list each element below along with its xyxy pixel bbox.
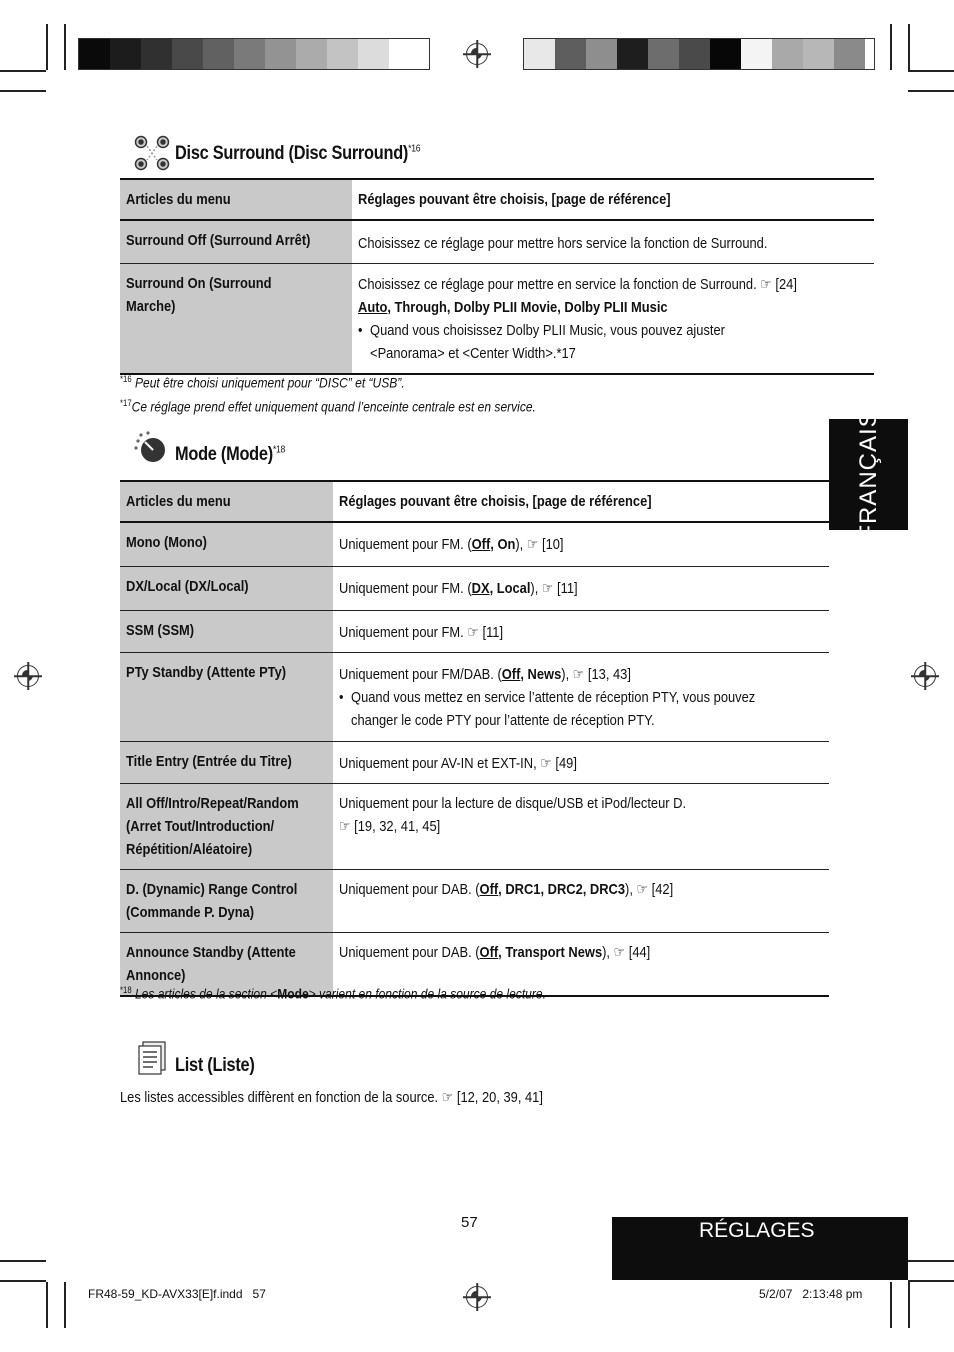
- crop-mark: [0, 90, 46, 92]
- gray-swatch: [524, 39, 555, 69]
- footnote: $^{*17}$Ce réglage prend effet uniquement quand l’enceinte centrale est en service.: [120, 398, 536, 415]
- slug-datetime: 5/2/07 2:13:48 pm: [759, 1287, 863, 1301]
- crop-mark: [890, 1282, 892, 1328]
- gray-swatch: [555, 39, 586, 69]
- gray-swatch: [327, 39, 358, 69]
- gray-swatch: [710, 39, 741, 69]
- gray-swatch-bar-left: [78, 38, 430, 70]
- section-title-list: List (Liste): [175, 1055, 255, 1076]
- crop-mark: [890, 24, 892, 70]
- table-row: Announce Standby (Attente Annonce) Uniquement pour DAB. (Off, Transport News), ☞ [44]: [120, 933, 829, 997]
- registration-mark-icon: [914, 665, 936, 687]
- crop-mark: [908, 1282, 910, 1328]
- page-number: 57: [461, 1214, 478, 1231]
- gray-swatch: [679, 39, 710, 69]
- gray-swatch: [141, 39, 172, 69]
- table-row: Surround Off (Surround Arrêt) Choisissez ce réglage pour mettre hors service la fonction de Surround.: [120, 220, 874, 264]
- table-row: D. (Dynamic) Range Control (Commande P. Dyna) Uniquement pour DAB. (Off, DRC1, DRC2, DRC3), ☞ [42]: [120, 870, 829, 933]
- gray-swatch: [772, 39, 803, 69]
- table-row: Title Entry (Entrée du Titre) Uniquement pour AV-IN et EXT-IN, ☞ [49]: [120, 742, 829, 784]
- gray-swatch: [358, 39, 389, 69]
- footnote: $^{*16}$ Peut être choisi uniquement pour “DISC” et “USB”.: [120, 374, 405, 391]
- gray-swatch-bar-right: [523, 38, 875, 70]
- chapter-tab-label: RÉGLAGES: [699, 1219, 815, 1242]
- table-row: All Off/Intro/Repeat/Random (Arret Tout/Introduction/ Répétition/Aléatoire) Uniquement pour la lecture de disque/USB et iPod/lecteur D. ☞ [19, 32, 41, 45]: [120, 784, 829, 870]
- chapter-tab: [612, 1217, 908, 1280]
- crop-mark: [908, 24, 910, 70]
- gray-swatch: [617, 39, 648, 69]
- gray-swatch: [586, 39, 617, 69]
- gray-swatch: [803, 39, 834, 69]
- section-title-mode: Mode (Mode)$^{*18}$: [175, 444, 286, 465]
- gray-swatch: [389, 39, 420, 69]
- table-header-row: Articles du menu Réglages pouvant être choisis, [page de référence]: [120, 481, 829, 522]
- slug-filename: FR48-59_KD-AVX33[E]f.indd 57: [88, 1287, 266, 1301]
- gray-swatch: [203, 39, 234, 69]
- footnote: $^{*18}$ Les articles de la section <Mode> varient en fonction de la source de lecture.: [120, 985, 546, 1002]
- gray-swatch: [741, 39, 772, 69]
- table-row: Mono (Mono) Uniquement pour FM. (Off, On), ☞ [10]: [120, 522, 829, 567]
- registration-mark-icon: [466, 43, 488, 65]
- section-title-disc-surround: Disc Surround (Disc Surround)$^{*16}$: [175, 143, 421, 164]
- crop-mark: [46, 24, 48, 70]
- list-description: Les listes accessibles diffèrent en fonction de la source. ☞ [12, 20, 39, 41]: [120, 1089, 543, 1106]
- crop-mark: [0, 70, 46, 72]
- gray-swatch: [296, 39, 327, 69]
- table-row: Surround On (Surround Marche) Choisissez ce réglage pour mettre en service la fonction de Surround. ☞ [24] Auto, Through, Dolby PLII Movie, Dolby PLII Music • Quand vous choisissez Dolby PLII Music, vous pouvez ajuster <Panorama> et <Center Width>.*17: [120, 264, 874, 375]
- table-row: DX/Local (DX/Local) Uniquement pour FM. (DX, Local), ☞ [11]: [120, 567, 829, 611]
- crop-mark: [0, 1280, 46, 1282]
- crop-mark: [908, 1260, 954, 1262]
- crop-mark: [908, 1280, 954, 1282]
- language-tab: [829, 409, 908, 540]
- crop-mark: [46, 1282, 48, 1328]
- crop-mark: [64, 24, 66, 70]
- registration-mark-icon: [466, 1286, 488, 1308]
- mode-dial-icon: [132, 431, 170, 465]
- gray-swatch: [234, 39, 265, 69]
- crop-mark: [908, 70, 954, 72]
- language-tab-label: FRANÇAIS: [854, 409, 882, 540]
- mode-table: [120, 480, 829, 997]
- crop-mark: [0, 1260, 46, 1262]
- gray-swatch: [834, 39, 865, 69]
- table-header-row: Articles du menu Réglages pouvant être choisis, [page de référence]: [120, 179, 874, 220]
- list-document-icon: [136, 1041, 168, 1077]
- table-row: PTy Standby (Attente PTy) Uniquement pour FM/DAB. (Off, News), ☞ [13, 43] • Quand vous mettez en service l’attente de réception PTY, vous pouvez changer le code PTY pour l’attente de réception PTY.: [120, 653, 829, 742]
- crop-mark: [64, 1282, 66, 1328]
- crop-mark: [908, 90, 954, 92]
- disc-surround-table: [120, 178, 874, 375]
- registration-mark-icon: [17, 665, 39, 687]
- gray-swatch: [110, 39, 141, 69]
- disc-surround-icon: [133, 134, 171, 172]
- gray-swatch: [79, 39, 110, 69]
- gray-swatch: [172, 39, 203, 69]
- gray-swatch: [265, 39, 296, 69]
- table-row: SSM (SSM) Uniquement pour FM. ☞ [11]: [120, 611, 829, 653]
- gray-swatch: [648, 39, 679, 69]
